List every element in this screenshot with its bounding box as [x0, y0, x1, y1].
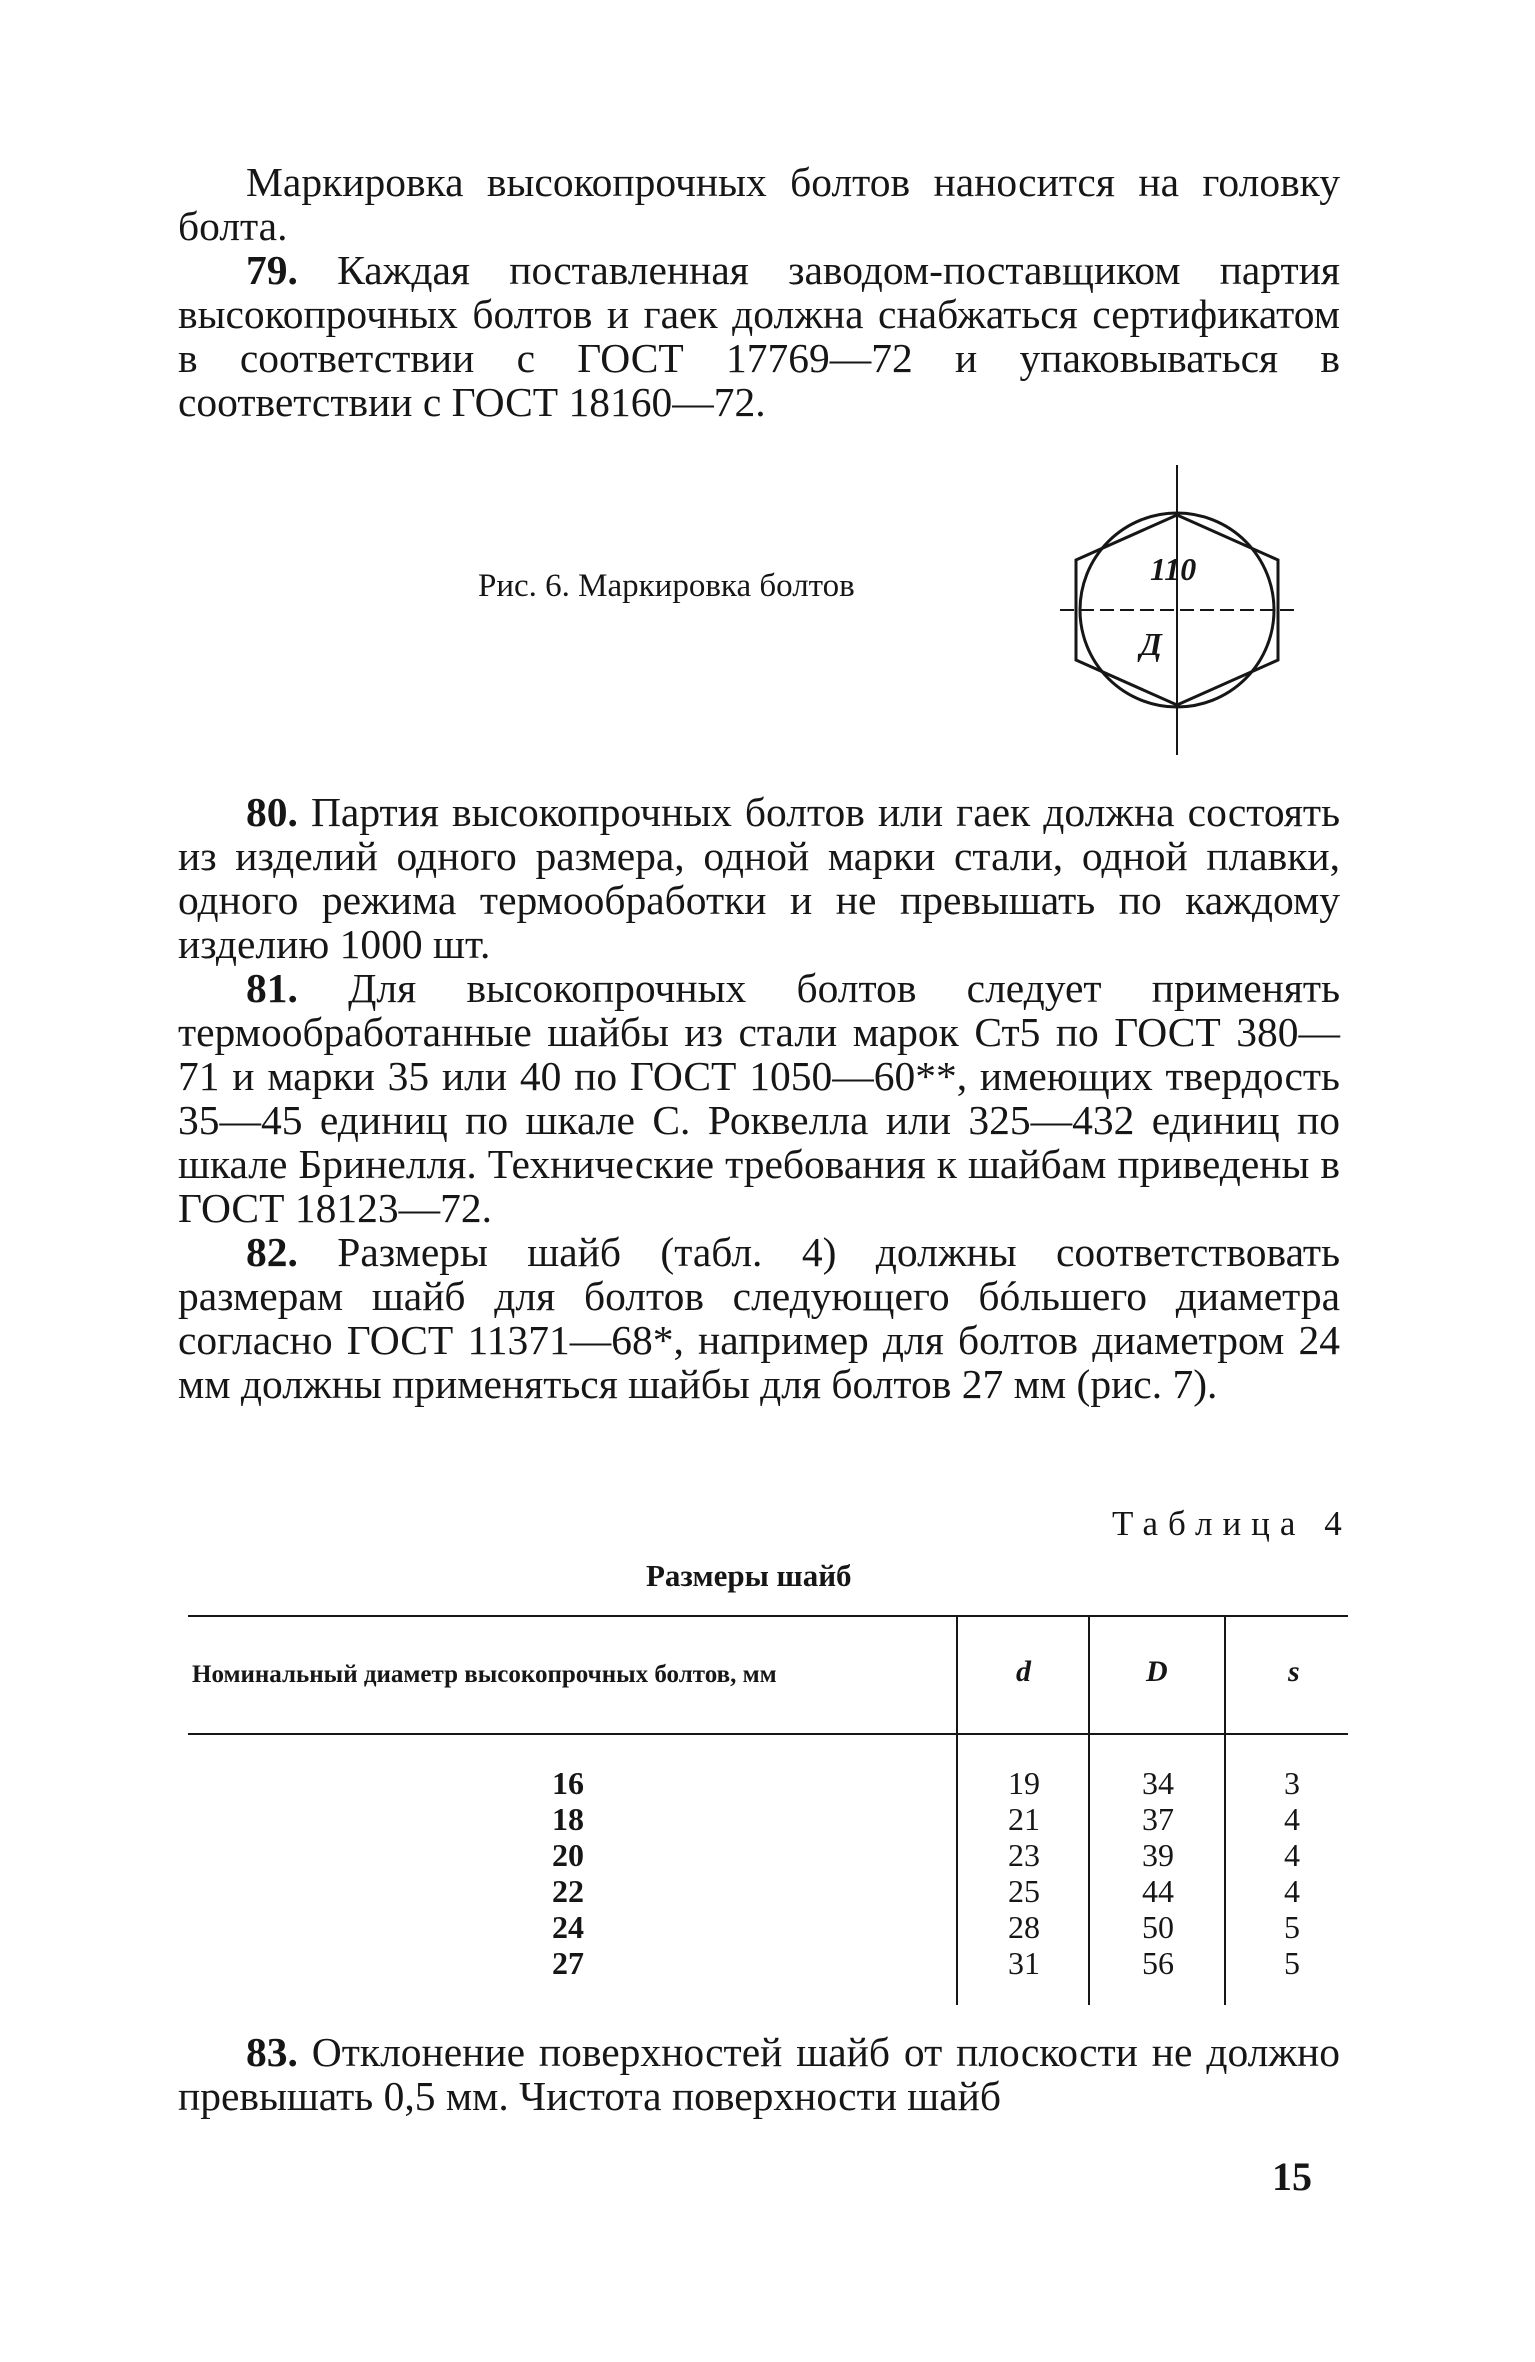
page-number: 15	[1272, 2154, 1312, 2199]
header-D: D	[1146, 1655, 1168, 1688]
cell-D: 39	[1142, 1837, 1174, 1873]
paragraph-83-text: Отклонение поверхностей шайб от плоскости не должно превышать 0,5 мм. Чистота поверхности шайб	[178, 2029, 1340, 2119]
paragraph-81-number: 81.	[246, 965, 298, 1011]
washer-size-table	[188, 1615, 1348, 2005]
table-label: Таблица 4	[1112, 1504, 1352, 1543]
paragraph-82-text: Размеры шайб (табл. 4) должны соответствовать размерам шайб для болтов следующего бóльшего диаметра согласно ГОСТ 11371—68*, например для болтов диаметром 24 мм должны применяться шайбы для болтов 27 мм (рис. 7).	[178, 1229, 1340, 1407]
table-title: Размеры шайб	[646, 1558, 852, 1593]
cell-D: 50	[1142, 1909, 1174, 1945]
cell-diameter: 22	[552, 1873, 584, 1909]
table-divider-3	[1224, 1615, 1226, 2005]
table-header-rule	[188, 1733, 1348, 1735]
header-diameter: Номинальный диаметр высокопрочных болтов, мм	[192, 1661, 777, 1688]
paragraphs-80-82	[178, 790, 1340, 1406]
paragraph-82	[178, 1230, 1340, 1406]
bolt-head-figure	[1030, 455, 1350, 767]
table-top-rule	[188, 1615, 1348, 1617]
paragraph-79-number: 79.	[246, 247, 298, 293]
cell-d: 21	[1008, 1801, 1040, 1837]
paragraph-82-number: 82.	[246, 1229, 298, 1275]
column-d	[984, 1765, 1064, 1981]
cell-diameter: 20	[552, 1837, 584, 1873]
table-divider-2	[1088, 1615, 1090, 2005]
cell-s: 4	[1284, 1801, 1300, 1837]
paragraph-80-text: Партия высокопрочных болтов или гаек должна состоять из изделий одного размера, одной марки стали, одной плавки, одного режима термообработки и не превышать по каждому изделию 1000 шт.	[178, 789, 1340, 967]
column-diameter	[528, 1765, 608, 1981]
header-s: s	[1288, 1655, 1300, 1688]
figure-caption: Рис. 6. Маркировка болтов	[478, 568, 855, 604]
cell-d: 19	[1008, 1765, 1040, 1801]
cell-s: 4	[1284, 1837, 1300, 1873]
cell-D: 34	[1142, 1765, 1174, 1801]
bolt-head-drawing	[1030, 455, 1350, 767]
paragraph-intro: Маркировка высокопрочных болтов наносится на головку болта.	[178, 159, 1340, 249]
cell-diameter: 24	[552, 1909, 584, 1945]
cell-d: 28	[1008, 1909, 1040, 1945]
cell-s: 4	[1284, 1873, 1300, 1909]
mark-110: 110	[1150, 551, 1197, 587]
table-divider-1	[956, 1615, 958, 2005]
cell-s: 5	[1284, 1945, 1300, 1981]
paragraph-intro-79	[178, 160, 1340, 424]
paragraph-80-number: 80.	[246, 789, 298, 835]
cell-s: 3	[1284, 1765, 1300, 1801]
paragraph-83	[178, 2030, 1340, 2118]
paragraph-83-number: 83.	[246, 2029, 298, 2075]
column-s	[1252, 1765, 1332, 1981]
column-D	[1118, 1765, 1198, 1981]
cell-D: 44	[1142, 1873, 1174, 1909]
paragraph-79-text: Каждая поставленная заводом-поставщиком партия высокопрочных болтов и гаек должна снабжаться сертификатом в соответствии с ГОСТ 17769—72 и упаковываться в соответствии с ГОСТ 18160—72.	[178, 247, 1340, 425]
paragraph-81-text: Для высокопрочных болтов следует применять термообработанные шайбы из стали марок Ст5 по ГОСТ 380—71 и марки 35 или 40 по ГОСТ 1050—60**, имеющих твердость 35—45 единиц по шкале С. Роквелла или 325—432 единиц по шкале Бринелля. Технические требования к шайбам приведены в ГОСТ 18123—72.	[178, 965, 1340, 1231]
paragraph-81	[178, 966, 1340, 1230]
cell-diameter: 27	[552, 1945, 584, 1981]
paragraph-83-block	[178, 2030, 1340, 2118]
cell-d: 31	[1008, 1945, 1040, 1981]
paragraph-79	[178, 248, 1340, 424]
cell-D: 37	[1142, 1801, 1174, 1837]
cell-s: 5	[1284, 1909, 1300, 1945]
paragraph-80	[178, 790, 1340, 966]
cell-d: 23	[1008, 1837, 1040, 1873]
cell-diameter: 16	[552, 1765, 584, 1801]
cell-diameter: 18	[552, 1801, 584, 1837]
cell-d: 25	[1008, 1873, 1040, 1909]
cell-D: 56	[1142, 1945, 1174, 1981]
header-d: d	[1016, 1655, 1031, 1688]
mark-d: Д	[1140, 626, 1162, 662]
